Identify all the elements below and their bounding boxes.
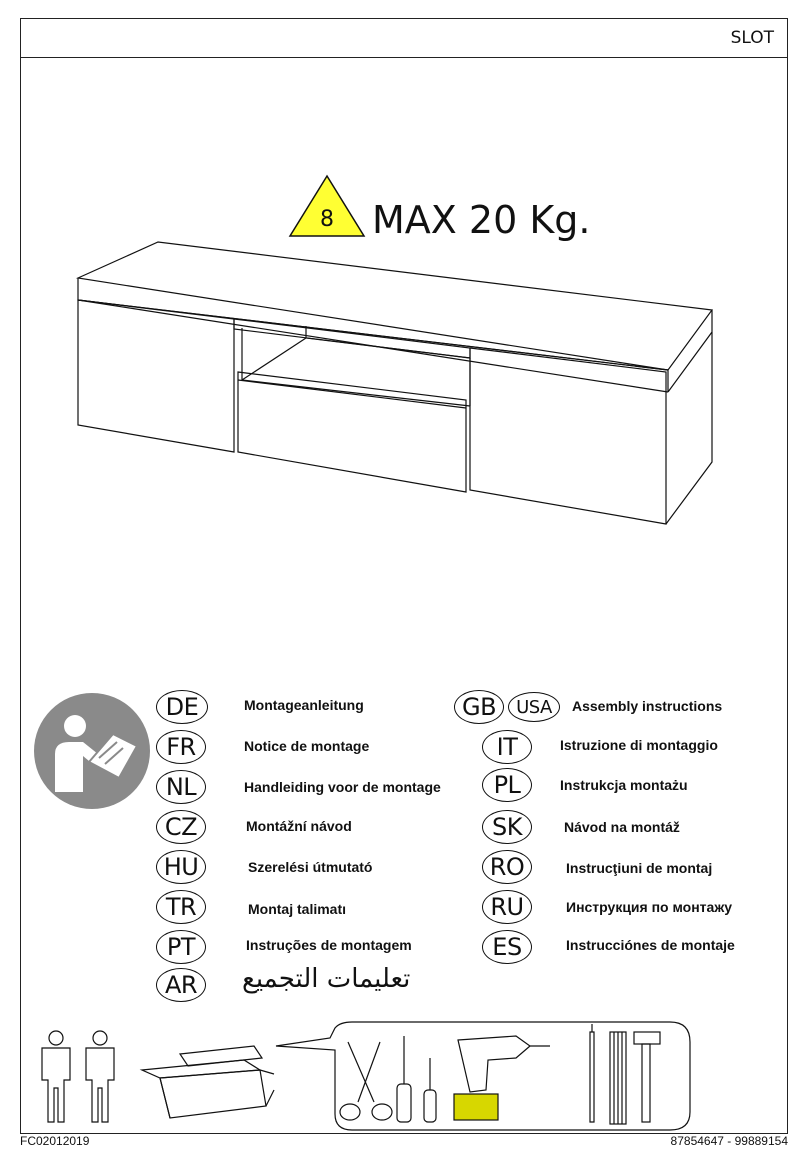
warning-number: 8 bbox=[320, 207, 334, 232]
product-title: SLOT bbox=[730, 28, 774, 48]
scissors-icon bbox=[340, 1042, 392, 1120]
lang-label-ar: تعليمات التجميع bbox=[242, 964, 411, 994]
lang-label-cz: Montážní návod bbox=[246, 818, 352, 834]
two-people-icon bbox=[42, 1031, 114, 1122]
lang-code-ar: AR bbox=[156, 968, 206, 1002]
lang-code-hu: HU bbox=[156, 850, 206, 884]
footer-code-right: 87854647 - 99889154 bbox=[670, 1134, 788, 1148]
lang-code-fr: FR bbox=[156, 730, 206, 764]
lang-code-sk: SK bbox=[482, 810, 532, 844]
hammer-icon bbox=[634, 1032, 660, 1122]
lang-label-ru: Инструкция по монтажу bbox=[566, 899, 733, 915]
lang-label-de: Montageanleitung bbox=[244, 697, 364, 713]
lang-label-hu: Szerelési útmutató bbox=[248, 859, 373, 875]
lang-label-tr: Montaj talimatı bbox=[248, 901, 347, 917]
lang-code-ro: RO bbox=[482, 850, 532, 884]
lang-label-nl: Handleiding voor de montage bbox=[244, 779, 441, 795]
lang-label-fr: Notice de montage bbox=[244, 738, 370, 754]
cordless-drill-icon bbox=[454, 1036, 550, 1120]
header-divider bbox=[20, 57, 788, 58]
lang-code-es: ES bbox=[482, 930, 532, 964]
lang-label-ro: Instrucţiuni de montaj bbox=[566, 860, 713, 876]
toolbox-icon bbox=[142, 1046, 274, 1118]
lang-code-cz: CZ bbox=[156, 810, 206, 844]
lang-code-ru: RU bbox=[482, 890, 532, 924]
folding-ruler-icon bbox=[610, 1032, 626, 1124]
max-load-text: MAX 20 Kg. bbox=[372, 198, 591, 242]
lang-code-tr: TR bbox=[156, 890, 206, 924]
lang-label-gb: Assembly instructions bbox=[572, 698, 723, 714]
lang-code-de: DE bbox=[156, 690, 208, 724]
pencil-icon bbox=[590, 1024, 594, 1122]
lang-code-pt: PT bbox=[156, 930, 206, 964]
lang-code-it: IT bbox=[482, 730, 532, 764]
tv-stand-drawing bbox=[70, 230, 720, 534]
lang-label-es: Instrucciónes de montaje bbox=[566, 937, 735, 953]
lang-label-it: Istruzione di montaggio bbox=[560, 737, 718, 753]
lang-code-gb: GB bbox=[454, 690, 504, 724]
lang-code-nl: NL bbox=[156, 770, 206, 804]
lang-label-pt: Instruções de montagem bbox=[246, 937, 412, 953]
lang-code-usa: USA bbox=[508, 692, 560, 722]
lang-label-pl: Instrukcja montażu bbox=[560, 777, 688, 793]
person-reading-manual-icon bbox=[33, 692, 151, 814]
lang-label-sk: Návod na montáž bbox=[564, 819, 680, 835]
lang-code-pl: PL bbox=[482, 768, 532, 802]
required-tools bbox=[30, 1018, 730, 1136]
flat-screwdriver-icon bbox=[397, 1036, 411, 1122]
phillips-screwdriver-icon bbox=[424, 1058, 436, 1122]
footer-code-left: FC02012019 bbox=[20, 1134, 90, 1148]
